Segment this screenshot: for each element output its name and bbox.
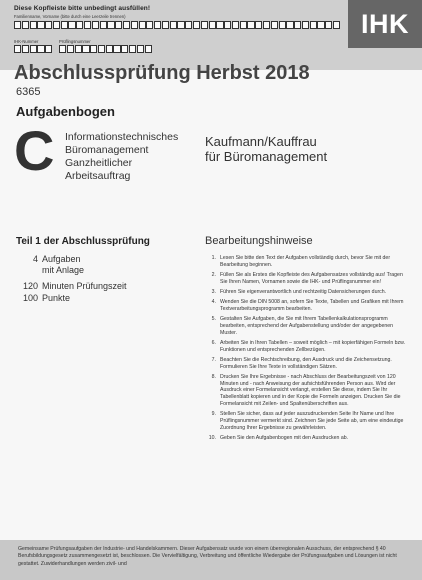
hint-text: Beachten Sie die Rechtschreibung, den Ausdruck und die Zeichensetzung. Formulieren Sie Ihre Texte in vollständigen Sätzen. (220, 357, 392, 370)
char-input-box[interactable] (294, 21, 301, 29)
hint-number: 10. (208, 434, 216, 441)
hints-title: Bearbeitungshinweise (205, 235, 313, 247)
hint-number: 6. (211, 340, 216, 346)
hint-item (202, 316, 407, 336)
hint-item (202, 272, 407, 285)
char-input-box[interactable] (82, 45, 89, 53)
tasks-number: 4 (32, 254, 38, 264)
char-input-box[interactable] (255, 21, 262, 29)
char-input-box[interactable] (45, 45, 52, 53)
char-input-box[interactable] (325, 21, 332, 29)
char-input-box[interactable] (115, 21, 122, 29)
name-input-boxes[interactable] (14, 21, 341, 29)
char-input-box[interactable] (139, 21, 146, 29)
char-input-box[interactable] (75, 45, 82, 53)
char-input-box[interactable] (59, 45, 66, 53)
hint-item (202, 411, 407, 431)
hint-text: Füllen Sie als Erstes die Kopfleiste des Aufgabensatzes vollständig aus! Tragen Sie Ihren Namen, Vornamen sowie die IHK- und Prüflingsnummer ein! (220, 272, 403, 285)
minutes-label: Minuten Prüfungszeit (42, 281, 127, 291)
char-input-box[interactable] (170, 21, 177, 29)
subject-line: Büromanagement (65, 144, 149, 156)
tasks-count (14, 254, 81, 265)
points-number: 100 (22, 293, 38, 303)
ihk-logo: IHK (348, 0, 422, 48)
char-input-box[interactable] (131, 21, 138, 29)
char-input-box[interactable] (37, 45, 44, 53)
char-input-box[interactable] (247, 21, 254, 29)
pruefling-number-label: Prüflingsnummer (59, 39, 91, 44)
hint-number: 8. (211, 374, 216, 380)
char-input-box[interactable] (224, 21, 231, 29)
char-input-box[interactable] (121, 45, 128, 53)
hint-text: Wenden Sie die DIN 5008 an, sofern Sie Texte, Tabellen und Grafiken mit Ihrem Textverarbeitungsprogramm bearbeiten. (220, 299, 404, 312)
char-input-box[interactable] (98, 45, 105, 53)
char-input-box[interactable] (113, 45, 120, 53)
hint-text: Stellen Sie sicher, dass auf jeder auszudruckenden Seite Ihr Name und Ihre Prüflingsnummer vermerkt sind. Zeichnen Sie jede Seite ab, um eine eindeutige Zuordnung Ihrer Ergebnisse zu gewährleisten. (220, 411, 404, 431)
points-label: Punkte (42, 293, 71, 303)
char-input-box[interactable] (53, 21, 60, 29)
hint-text: Arbeiten Sie in Ihren Tabellen – soweit möglich – mit kopierfähigen Formeln bzw. Funktionen und entsprechenden Zellbezügen. (220, 340, 406, 353)
char-input-box[interactable] (201, 21, 208, 29)
char-input-box[interactable] (216, 21, 223, 29)
exam-title: Abschlussprüfung Herbst 2018 (14, 62, 310, 84)
char-input-box[interactable] (240, 21, 247, 29)
char-input-box[interactable] (310, 21, 317, 29)
hint-number: 5. (211, 316, 216, 323)
subject-line: Informationstechnisches (65, 131, 179, 143)
footer-legal-text: Gemeinsame Prüfungsaufgaben der Industrie- und Handelskammern. Dieser Aufgabensatz wurde von einem überregionalen Ausschuss, der entsprechend § 40 Berufsbildungsgesetz zusammengesetzt ist, beschlossen. Die Vervielfältigung, Verbreitung und öffentliche Wiedergabe der Prüfungsaufgaben und Lösungen ist nicht gestattet. Zuwiderhandlungen werden zivil- und (18, 546, 397, 567)
char-input-box[interactable] (123, 21, 130, 29)
char-input-box[interactable] (129, 45, 136, 53)
char-input-box[interactable] (177, 21, 184, 29)
hint-item (202, 289, 407, 296)
hint-number: 1. (211, 255, 216, 261)
char-input-box[interactable] (286, 21, 293, 29)
char-input-box[interactable] (37, 21, 44, 29)
char-input-box[interactable] (333, 21, 340, 29)
hint-text: Lesen Sie bitte den Text der Aufgaben vollständig durch, bevor Sie mit der Bearbeitung beginnen. (220, 255, 391, 268)
hint-number: 9. (211, 411, 216, 418)
char-input-box[interactable] (61, 21, 68, 29)
char-input-box[interactable] (145, 45, 152, 53)
hint-item (202, 299, 407, 312)
hint-text: Geben Sie den Aufgabenbogen mit den Ausdrucken ab. (220, 434, 349, 441)
profession-line: für Büromanagement (205, 149, 328, 164)
hint-number: 3. (211, 289, 216, 295)
char-input-box[interactable] (317, 21, 324, 29)
char-input-box[interactable] (185, 21, 192, 29)
name-field-label: Familienname, Vorname (bitte durch eine Leerzeile trennen) (14, 14, 126, 19)
minutes-number: 120 (22, 281, 38, 291)
profession-block (205, 134, 327, 164)
char-input-box[interactable] (22, 21, 29, 29)
char-input-box[interactable] (106, 45, 113, 53)
char-input-box[interactable] (154, 21, 161, 29)
hint-number: 7. (211, 357, 216, 363)
hint-item (202, 374, 407, 408)
char-input-box[interactable] (67, 45, 74, 53)
exam-subtitle: Aufgabenbogen (16, 104, 115, 119)
char-input-box[interactable] (30, 21, 37, 29)
part-title: Teil 1 der Abschlussprüfung (16, 236, 150, 247)
char-input-box[interactable] (76, 21, 83, 29)
hint-text: Drucken Sie Ihre Ergebnisse - nach Abschluss der Bearbeitungszeit von 120 Minuten und - nach Anweisung der aufsichtsführenden Person aus. Wird der Ausdruck einer Formelansicht verlangt, erstellen Sie diese, indem Sie Ihr Tabellenblatt kopieren und in der Kopie die Formeln anzeigen. Drucken Sie die Formelansicht mit Zeilen- und Spaltenüberschriften aus. (220, 374, 401, 407)
ihk-number-label: IHK-Nummer (14, 39, 39, 44)
hints-list (202, 255, 407, 445)
points (14, 293, 70, 304)
char-input-box[interactable] (100, 21, 107, 29)
pruefling-number-input-boxes[interactable] (59, 45, 152, 53)
char-input-box[interactable] (146, 21, 153, 29)
char-input-box[interactable] (92, 21, 99, 29)
char-input-box[interactable] (232, 21, 239, 29)
hint-text: Gestalten Sie Aufgaben, die Sie mit Ihrem Tabellenkalkulationsprogramm bearbeiten, entsprechend der Aufgabenstellung und/oder der angegebenen Muster. (220, 316, 394, 336)
tasks-attachment: mit Anlage (42, 265, 85, 275)
profession-line: Kaufmann/Kauffrau (205, 134, 317, 149)
subject-block (65, 131, 178, 183)
char-input-box[interactable] (14, 45, 21, 53)
char-input-box[interactable] (30, 45, 37, 53)
char-input-box[interactable] (193, 21, 200, 29)
paper-letter: C (14, 119, 55, 182)
hint-number: 4. (211, 299, 216, 306)
hint-item (202, 435, 407, 442)
char-input-box[interactable] (45, 21, 52, 29)
char-input-box[interactable] (162, 21, 169, 29)
char-input-box[interactable] (107, 21, 114, 29)
hint-number: 2. (211, 272, 216, 278)
char-input-box[interactable] (271, 21, 278, 29)
char-input-box[interactable] (14, 21, 21, 29)
char-input-box[interactable] (84, 21, 91, 29)
tasks-label: Aufgaben (42, 254, 81, 264)
duration (14, 281, 127, 292)
char-input-box[interactable] (263, 21, 270, 29)
char-input-box[interactable] (90, 45, 97, 53)
char-input-box[interactable] (137, 45, 144, 53)
char-input-box[interactable] (279, 21, 286, 29)
ihk-number-input-boxes[interactable] (14, 45, 53, 53)
footer-bar (0, 540, 422, 580)
hint-text: Führen Sie eigenverantwortlich und rechtzeitig Datensicherungen durch. (220, 289, 387, 295)
char-input-box[interactable] (209, 21, 216, 29)
subject-line: Ganzheitlicher (65, 157, 133, 169)
hint-item (202, 255, 407, 268)
char-input-box[interactable] (22, 45, 29, 53)
char-input-box[interactable] (68, 21, 75, 29)
char-input-box[interactable] (302, 21, 309, 29)
header-instruction: Diese Kopfleiste bitte unbedingt ausfüllen! (14, 5, 151, 12)
hint-item (202, 340, 407, 353)
exam-number: 6365 (16, 86, 41, 98)
hint-item (202, 357, 407, 370)
subject-line: Arbeitsauftrag (65, 170, 131, 182)
